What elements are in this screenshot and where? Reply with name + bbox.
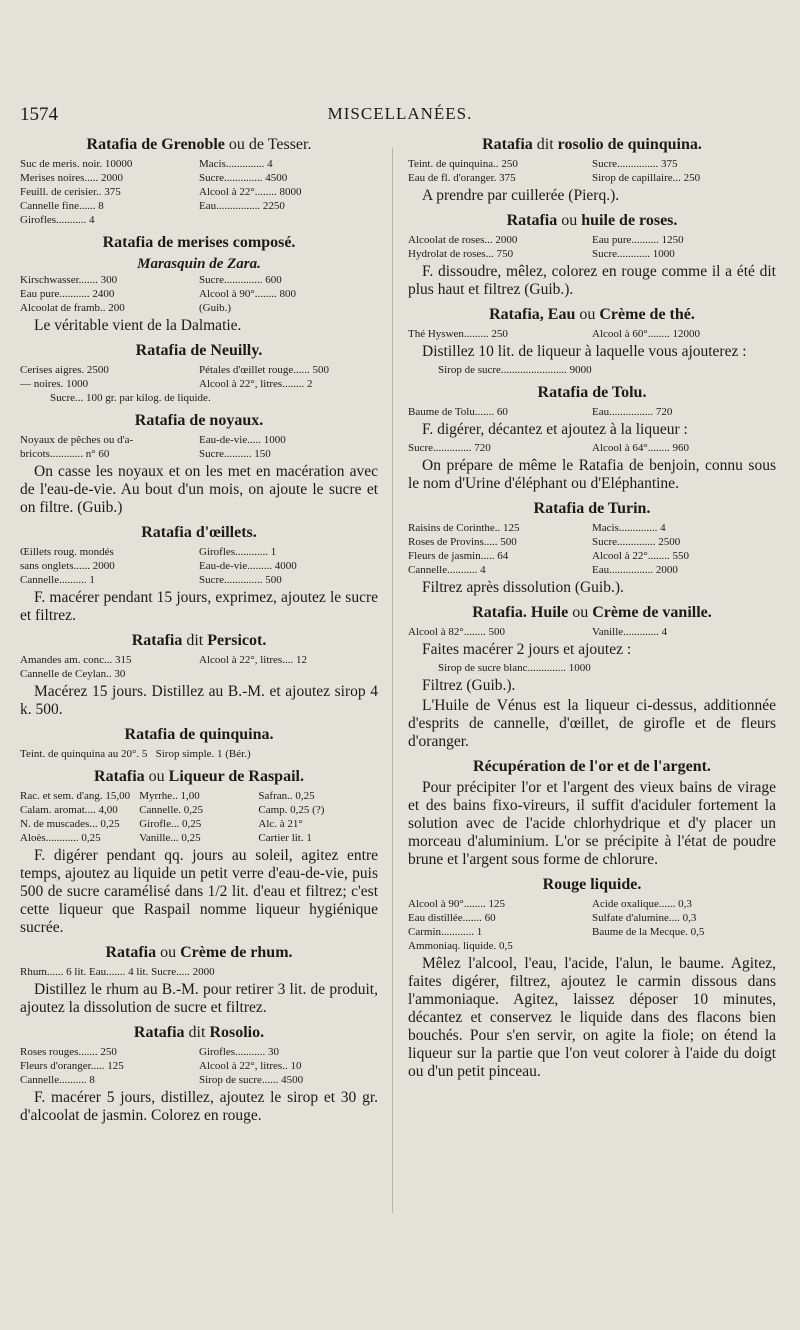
ingredient-cell: — noires. 1000 (20, 378, 89, 390)
ingredient-row (20, 831, 378, 845)
ingredient-cell: Calam. aromat.... 4,00 (20, 804, 118, 816)
ingredient-cell: Girofle... 0,25 (139, 818, 202, 830)
ingredient-cell (199, 667, 378, 681)
section-title (20, 1023, 378, 1043)
title-bold-2: Liqueur de Raspail. (168, 768, 304, 785)
title-regular: ou (575, 306, 600, 323)
ingredient-cell: Eau de fl. d'oranger. 375 (408, 172, 516, 184)
ingredient-row (20, 559, 378, 573)
title-regular: ou (568, 604, 593, 621)
section-title (20, 725, 378, 745)
ingredient-cell: Cannelle fine...... 8 (20, 200, 104, 212)
ingredient-row (20, 803, 378, 817)
recipe-section (20, 411, 378, 517)
section-title (408, 135, 776, 155)
title-bold-2: Crème de thé. (599, 306, 695, 323)
section-title (408, 211, 776, 231)
ingredient-cell: Alcool à 22°, litres.. 10 (199, 1060, 302, 1072)
page-number: 1574 (20, 104, 58, 125)
ingredient-cell: Œillets roug. mondés (20, 546, 114, 558)
title-regular: dit (532, 136, 558, 153)
section-text: Pour précipiter l'or et l'argent des vieux bains de virage et des bains fixo-vireurs, il suffit d'aciduler fortement la solution avec de l'acide chlorhydrique et d'y placer un morceau d'aluminium. L'or se précipite à l'état de poudre brune et l'argent sous forme de chlorure. (408, 779, 776, 868)
ingredient-line-text: Sucre... 100 gr. par kilog. de liquide. (50, 392, 211, 404)
ingredient-cell: Kirschwasser....... 300 (20, 274, 118, 286)
title-bold-2: Rosolio. (209, 1024, 265, 1041)
ingredient-table (20, 433, 378, 461)
ingredient-row (408, 405, 776, 419)
left-column (20, 135, 378, 1131)
ingredient-table (408, 157, 776, 185)
section-text: Faites macérer 2 jours et ajoutez : (422, 641, 632, 658)
section-text: Distillez le rhum au B.-M. pour retirer 3 lit. de produit, ajoutez la dissolution de sucre et filtrez. (20, 981, 378, 1016)
ingredient-cell: Carmin............ 1 (408, 926, 483, 938)
ingredient-cell: Sucre.............. 720 (408, 442, 491, 454)
section-text: F. macérer 5 jours, distillez, ajoutez le sirop et 30 gr. d'alcoolat de jasmin. Colorez en rouge. (20, 1089, 378, 1124)
ingredient-cell: sans onglets...... 2000 (20, 560, 115, 572)
ingredient-row (20, 171, 378, 185)
title-bold: Ratafia (482, 136, 533, 153)
section-text: Filtrez (Guib.). (422, 677, 516, 694)
recipe-section (408, 757, 776, 869)
title-regular: ou (156, 944, 181, 961)
ingredient-cell: Raisins de Corinthe.. 125 (408, 522, 520, 534)
ingredient-cell: Merises noires..... 2000 (20, 172, 123, 184)
recipe-section (20, 233, 378, 335)
title-bold-2: huile de roses. (581, 212, 678, 229)
title-bold: Ratafia, Eau (489, 306, 576, 323)
ingredient-table (408, 897, 776, 953)
ingredient-row (20, 273, 378, 287)
title-bold: Ratafia de merises composé. (102, 234, 296, 251)
title-bold: Ratafia de noyaux. (134, 412, 264, 429)
section-text: A prendre par cuillerée (Pierq.). (422, 187, 620, 204)
recipe-section (408, 499, 776, 597)
ingredient-row (20, 157, 378, 171)
ingredient-table (408, 521, 776, 577)
section-text: On casse les noyaux et on les met en macération avec de l'eau-de-vie. Au bout d'un mois, on ajoute le sucre et on filtre. (Guib.) (20, 463, 378, 516)
ingredient-cell: N. de muscades... 0,25 (20, 818, 120, 830)
ingredient-cell: Alcool à 22°........ 550 (592, 550, 689, 562)
section-text: Distillez 10 lit. de liqueur à laquelle vous ajouterez : (422, 343, 747, 360)
ingredient-row (20, 573, 378, 587)
ingredient-cell: Aloès............ 0,25 (20, 832, 101, 844)
section-title (20, 631, 378, 651)
ingredient-row (20, 545, 378, 559)
recipe-section (20, 135, 378, 227)
ingredient-cell: Cerises aigres. 2500 (20, 364, 109, 376)
ingredient-cell: Roses rouges....... 250 (20, 1046, 117, 1058)
section-text: F. digérer, décantez et ajoutez à la liqueur : (422, 421, 688, 438)
ingredient-table (20, 157, 378, 227)
ingredient-table (20, 273, 378, 315)
title-bold: Ratafia. Huile (472, 604, 569, 621)
ingredient-cell: Eau distillée....... 60 (408, 912, 496, 924)
ingredient-cell: Alcool à 90°........ 800 (199, 288, 296, 300)
ingredient-cell: Sucre.............. 600 (199, 274, 282, 286)
recipe-section (408, 603, 776, 751)
section-subtitle: Marasquin de Zara. (137, 256, 261, 272)
ingredient-row (20, 301, 378, 315)
ingredient-cell: Eau................ 2000 (592, 564, 678, 576)
ingredient-line (408, 661, 776, 675)
ingredient-cell: Alcool à 64°........ 960 (592, 442, 689, 454)
ingredient-row (408, 157, 776, 171)
ingredient-cell (592, 939, 776, 953)
ingredient-table (20, 363, 378, 391)
title-bold: Ratafia de Tolu. (537, 384, 647, 401)
section-title (20, 943, 378, 963)
ingredient-cell: Camp. 0,25 (?) (258, 804, 325, 816)
ingredient-cell: Eau................ 2250 (199, 200, 285, 212)
ingredient-cell: Ammoniaq. liquide. 0,5 (408, 940, 513, 952)
ingredient-cell: Macis.............. 4 (592, 522, 666, 534)
ingredient-cell: Sucre............ 1000 (592, 248, 675, 260)
ingredient-cell: Cartier lit. 1 (258, 832, 312, 844)
ingredient-cell: Alc. à 21° (258, 818, 303, 830)
section-text: Mêlez l'alcool, l'eau, l'acide, l'alun, le baume. Agitez, faites digérer, filtrez, ajoutez le carmin dissous dans l'ammoniaque. Agitez, laissez déposer 10 minutes, décantez et conservez le liquide dans des flacons bien bouchés. Pour s'en servir, on agite la fiole; on étend la liqueur sur la partie que l'on veut colorer à l'aide du doigt ou d'un petit pinceau. (408, 955, 776, 1080)
title-bold: Ratafia (131, 632, 183, 649)
ingredient-cell: Eau-de-vie..... 1000 (199, 434, 286, 446)
ingredient-line (20, 965, 378, 979)
ingredient-table (20, 789, 378, 845)
ingredient-row (20, 653, 378, 667)
ingredient-row (20, 1059, 378, 1073)
ingredient-cell: Sucre.............. 2500 (592, 536, 681, 548)
section-title (20, 411, 378, 431)
ingredient-cell: Cannelle.......... 8 (20, 1074, 95, 1086)
ingredient-cell: Alcool à 22°........ 8000 (199, 186, 302, 198)
ingredient-line (408, 363, 776, 377)
ingredient-row (408, 939, 776, 953)
title-bold-2: Crème de rhum. (180, 944, 293, 961)
section-title (20, 135, 378, 155)
recipe-section (408, 383, 776, 493)
ingredient-cell: Cannelle. 0,25 (139, 804, 204, 816)
ingredient-row (408, 233, 776, 247)
ingredient-cell: Sucre.......... 150 (199, 448, 271, 460)
recipe-section (408, 305, 776, 377)
title-regular: dit (184, 1024, 210, 1041)
recipe-section (408, 135, 776, 205)
title-bold: Ratafia (506, 212, 558, 229)
ingredient-cell: Cannelle.......... 1 (20, 574, 95, 586)
recipe-section (20, 1023, 378, 1125)
ingredient-cell: Thé Hyswen......... 250 (408, 328, 508, 340)
ingredient-row (20, 817, 378, 831)
ingredient-line-text: Teint. de quinquina au 20°. 5 Sirop simple. 1 (Bér.) (20, 748, 251, 760)
ingredient-row (408, 563, 776, 577)
ingredient-row (20, 377, 378, 391)
ingredient-row (20, 185, 378, 199)
ingredient-row (20, 1045, 378, 1059)
ingredient-table (20, 545, 378, 587)
ingredient-cell: Alcool à 60°........ 12000 (592, 328, 700, 340)
ingredient-table (408, 405, 776, 419)
ingredient-cell: Roses de Provins..... 500 (408, 536, 517, 548)
ingredient-row (408, 925, 776, 939)
ingredient-cell: Sirop de capillaire... 250 (592, 172, 701, 184)
recipe-section (408, 211, 776, 299)
section-text: F. macérer pendant 15 jours, exprimez, ajoutez le sucre et filtrez. (20, 589, 378, 624)
column-divider (392, 148, 393, 1213)
ingredient-row (20, 667, 378, 681)
ingredient-line-text: Sirop de sucre blanc.............. 1000 (438, 662, 591, 674)
section-title (408, 499, 776, 519)
ingredient-cell: Girofles............ 1 (199, 546, 277, 558)
ingredient-cell: Pétales d'œillet rouge...... 500 (199, 364, 329, 376)
ingredient-cell: Macis.............. 4 (199, 158, 273, 170)
section-title (20, 523, 378, 543)
ingredient-row (20, 447, 378, 461)
title-bold: Ratafia (105, 944, 157, 961)
ingredient-cell: Suc de meris. noir. 10000 (20, 158, 133, 170)
ingredient-cell: Myrrhe.. 1,00 (139, 790, 200, 802)
ingredient-table (408, 233, 776, 261)
recipe-section (408, 875, 776, 1081)
ingredient-row (408, 327, 776, 341)
section-title (408, 875, 776, 895)
section-text: On prépare de même le Ratafia de benjoin, connu sous le nom d'Urine d'éléphant ou d'Eléphantine. (408, 457, 776, 492)
ingredient-cell: bricots............ n° 60 (20, 448, 110, 460)
running-title: MISCELLANÉES. (327, 104, 473, 123)
section-text: L'Huile de Vénus est la liqueur ci-dessus, additionnée d'esprits de cannelle, d'œillet, de girofle et de fleurs d'oranger. (408, 697, 776, 750)
ingredient-cell: Alcool à 90°........ 125 (408, 898, 505, 910)
ingredient-cell: Sulfate d'alumine.... 0,3 (592, 912, 697, 924)
ingredient-cell: Acide oxalique...... 0,3 (592, 898, 692, 910)
title-regular: ou (557, 212, 582, 229)
ingredient-line (20, 747, 378, 761)
recipe-section (20, 725, 378, 761)
section-title (20, 767, 378, 787)
ingredient-cell: Fleurs d'oranger..... 125 (20, 1060, 124, 1072)
section-text: Le véritable vient de la Dalmatie. (34, 317, 242, 334)
ingredient-cell: Alcool à 22°, litres.... 12 (199, 654, 307, 666)
ingredient-cell: Sucre.............. 500 (199, 574, 282, 586)
ingredient-cell: Vanille... 0,25 (139, 832, 201, 844)
ingredient-cell: Vanille............. 4 (592, 626, 668, 638)
ingredient-cell: Girofles........... 4 (20, 214, 95, 226)
title-regular: ou de Tesser. (224, 136, 312, 153)
ingredient-cell: Eau pure.......... 1250 (592, 234, 684, 246)
ingredient-row (20, 789, 378, 803)
section-text: Macérez 15 jours. Distillez au B.-M. et ajoutez sirop 4 k. 500. (20, 683, 378, 718)
ingredient-row (408, 911, 776, 925)
ingredient-cell: Eau pure........... 2400 (20, 288, 115, 300)
ingredient-line (20, 391, 378, 405)
ingredient-cell: Amandes am. conc... 315 (20, 654, 132, 666)
title-regular: dit (182, 632, 208, 649)
section-title (408, 757, 776, 777)
ingredient-row (408, 247, 776, 261)
ingredient-cell: Eau................ 720 (592, 406, 673, 418)
ingredient-row (408, 521, 776, 535)
ingredient-row (20, 363, 378, 377)
right-column (408, 135, 776, 1087)
title-bold: Rouge liquide. (542, 876, 642, 893)
title-regular: ou (144, 768, 169, 785)
ingredient-cell: Teint. de quinquina.. 250 (408, 158, 518, 170)
ingredient-table (20, 1045, 378, 1087)
ingredient-table (408, 625, 776, 639)
ingredient-row (408, 441, 776, 455)
title-bold-2: Persicot. (207, 632, 267, 649)
title-bold-2: Crème de vanille. (592, 604, 712, 621)
ingredient-row (408, 171, 776, 185)
ingredient-cell: Hydrolat de roses... 750 (408, 248, 514, 260)
title-bold: Ratafia d'œillets. (141, 524, 257, 541)
section-title (408, 305, 776, 325)
ingredient-cell: Sirop de sucre...... 4500 (199, 1074, 304, 1086)
title-bold: Ratafia (133, 1024, 185, 1041)
ingredient-cell: Cannelle de Ceylan.. 30 (20, 668, 126, 680)
recipe-section (20, 341, 378, 405)
section-title (20, 233, 378, 253)
section-text: F. digérer pendant qq. jours au soleil, agitez entre temps, ajoutez au liquide un petit verre d'eau-de-vie, puis 500 de sucre caramélisé dans 1/2 lit. d'eau et filtrez; c'est cette liqueur que Raspail nomme liqueur hygiénique sucrée. (20, 847, 378, 936)
ingredient-cell: Alcoolat de framb.. 200 (20, 302, 125, 314)
ingredient-row (20, 213, 378, 227)
ingredient-row (408, 625, 776, 639)
title-bold-2: rosolio de quinquina. (557, 136, 702, 153)
title-bold: Ratafia de Turin. (533, 500, 651, 517)
ingredient-row (408, 897, 776, 911)
ingredient-line-text: Sirop de sucre........................ 9000 (438, 364, 592, 376)
section-text: Filtrez après dissolution (Guib.). (422, 579, 624, 596)
recipe-section (20, 943, 378, 1017)
ingredient-table (408, 441, 776, 455)
ingredient-cell: Baume de la Mecque. 0,5 (592, 926, 705, 938)
ingredient-row (408, 535, 776, 549)
ingredient-cell: Alcool à 22°, litres........ 2 (199, 378, 313, 390)
ingredient-row (20, 199, 378, 213)
page-header (20, 100, 780, 128)
ingredient-cell: Noyaux de pêches ou d'a- (20, 434, 134, 446)
title-bold: Ratafia de quinquina. (124, 726, 274, 743)
ingredient-cell: Alcool à 82°........ 500 (408, 626, 505, 638)
section-title (408, 603, 776, 623)
recipe-section (20, 523, 378, 625)
ingredient-row (20, 1073, 378, 1087)
ingredient-cell: Cannelle........... 4 (408, 564, 486, 576)
title-bold: Ratafia de Neuilly. (135, 342, 263, 359)
ingredient-cell: Fleurs de jasmin..... 64 (408, 550, 509, 562)
ingredient-cell (199, 213, 378, 227)
ingredient-cell: Safran.. 0,25 (258, 790, 315, 802)
ingredient-cell: Eau-de-vie......... 4000 (199, 560, 297, 572)
section-title (20, 341, 378, 361)
title-bold: Récupération de l'or et de l'argent. (473, 758, 711, 775)
recipe-section (20, 767, 378, 937)
ingredient-cell: Sucre............... 375 (592, 158, 678, 170)
ingredient-cell: Girofles........... 30 (199, 1046, 280, 1058)
ingredient-row (20, 287, 378, 301)
ingredient-cell: Feuill. de cerisier.. 375 (20, 186, 121, 198)
title-bold: Ratafia de Grenoble (86, 136, 225, 153)
title-bold: Ratafia (94, 768, 145, 785)
recipe-section (20, 631, 378, 719)
ingredient-row (20, 433, 378, 447)
ingredient-row (408, 549, 776, 563)
ingredient-table (20, 653, 378, 681)
ingredient-cell: Rac. et sem. d'ang. 15,00 (20, 790, 131, 802)
ingredient-line-text: Rhum...... 6 lit. Eau....... 4 lit. Sucre..... 2000 (20, 966, 215, 978)
ingredient-cell: Alcoolat de roses... 2000 (408, 234, 518, 246)
section-title (408, 383, 776, 403)
section-text: F. dissoudre, mêlez, colorez en rouge comme il a été dit plus haut et filtrez (Guib.). (408, 263, 776, 298)
ingredient-table (408, 327, 776, 341)
ingredient-cell: (Guib.) (199, 302, 232, 314)
ingredient-cell: Baume de Tolu....... 60 (408, 406, 508, 418)
ingredient-cell: Sucre.............. 4500 (199, 172, 288, 184)
